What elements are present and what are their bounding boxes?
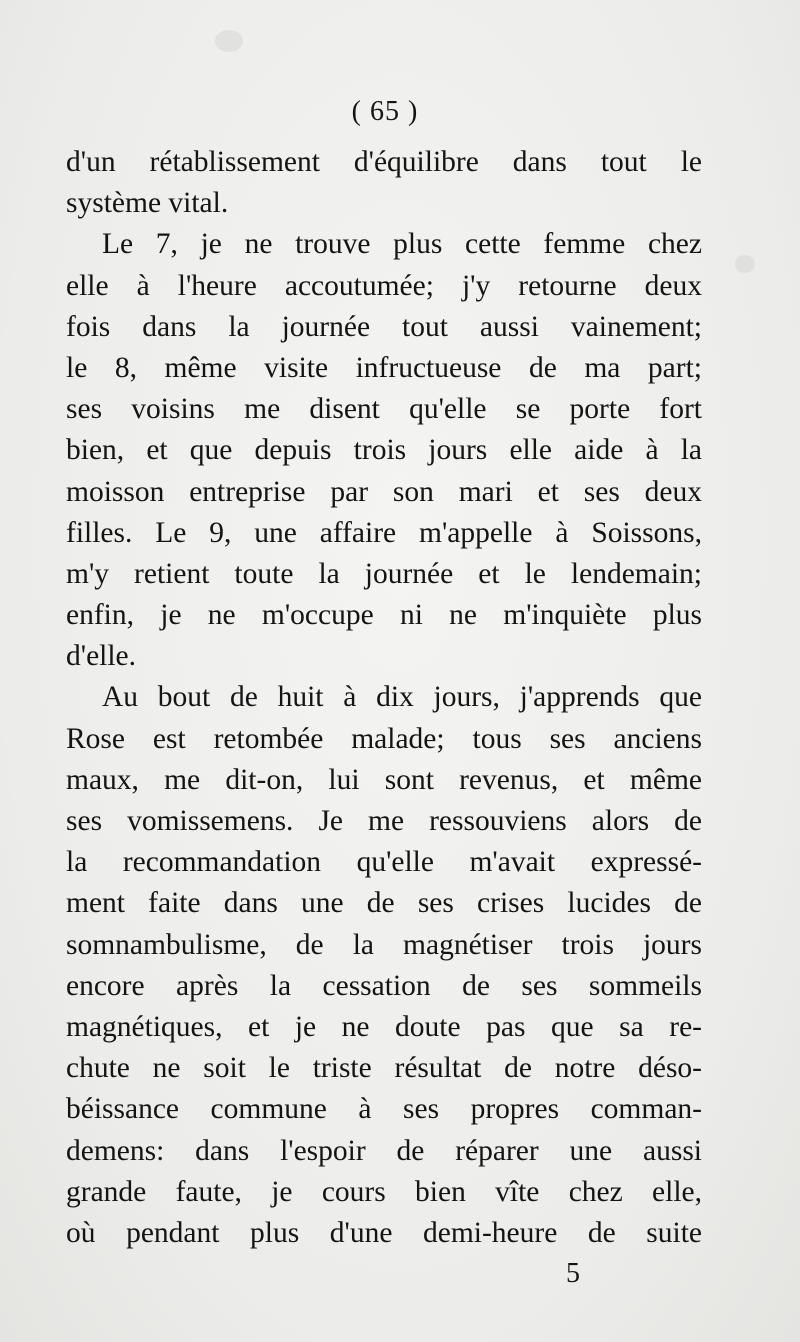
text-line: ment faite dans une de ses crises lucides de: [66, 887, 702, 920]
text-line: somnambulisme, de la magnétiser trois jours: [66, 928, 702, 961]
text-line: Le 7, je ne trouve plus cette femme chez: [102, 228, 702, 261]
text-line: chute ne soit le triste résultat de notre déso-: [66, 1052, 702, 1085]
paper-smudge: [215, 30, 243, 52]
text-line: fois dans la journée tout aussi vainement;: [66, 310, 702, 343]
text-line: moisson entreprise par son mari et ses deux: [66, 475, 702, 508]
text-line: béissance commune à ses propres comman-: [66, 1093, 702, 1126]
text-line: demens: dans l'espoir de réparer une aussi: [66, 1134, 702, 1167]
text-line: m'y retient toute la journée et le lendemain;: [66, 557, 702, 590]
text-line: ses vomissemens. Je me ressouviens alors de: [66, 805, 702, 837]
text-line: magnétiques, et je ne doute pas que sa re-: [66, 1010, 702, 1043]
paper-smudge: [735, 255, 755, 273]
body-text: [66, 142, 702, 1254]
text-line: grande faute, je cours bien vîte chez elle,: [66, 1175, 702, 1208]
text-line: où pendant plus d'une demi-heure de suite: [66, 1216, 702, 1249]
text-line: elle à l'heure accoutumée; j'y retourne deux: [66, 269, 702, 302]
signature-mark: 5: [566, 1258, 580, 1289]
text-line: système vital.: [66, 187, 229, 220]
text-line: ses voisins me disent qu'elle se porte fort: [66, 393, 702, 426]
text-line: d'elle.: [66, 640, 137, 673]
page-number: ( 65 ): [351, 96, 419, 127]
text-line: le 8, même visite infructueuse de ma part;: [66, 351, 702, 384]
text-line: d'un rétablissement d'équilibre dans tout le: [66, 146, 702, 178]
text-line: Au bout de huit à dix jours, j'apprends que: [102, 681, 702, 714]
text-line: encore après la cessation de ses sommeils: [66, 969, 702, 1002]
text-line: Rose est retombée malade; tous ses anciens: [66, 722, 702, 755]
text-line: maux, me dit-on, lui sont revenus, et même: [66, 763, 702, 796]
text-line: filles. Le 9, une affaire m'appelle à Soissons,: [66, 516, 702, 549]
text-line: enfin, je ne m'occupe ni ne m'inquiète plus: [66, 599, 702, 632]
text-line: bien, et que depuis trois jours elle aide à la: [66, 434, 702, 467]
text-line: la recommandation qu'elle m'avait expressé-: [66, 846, 702, 879]
